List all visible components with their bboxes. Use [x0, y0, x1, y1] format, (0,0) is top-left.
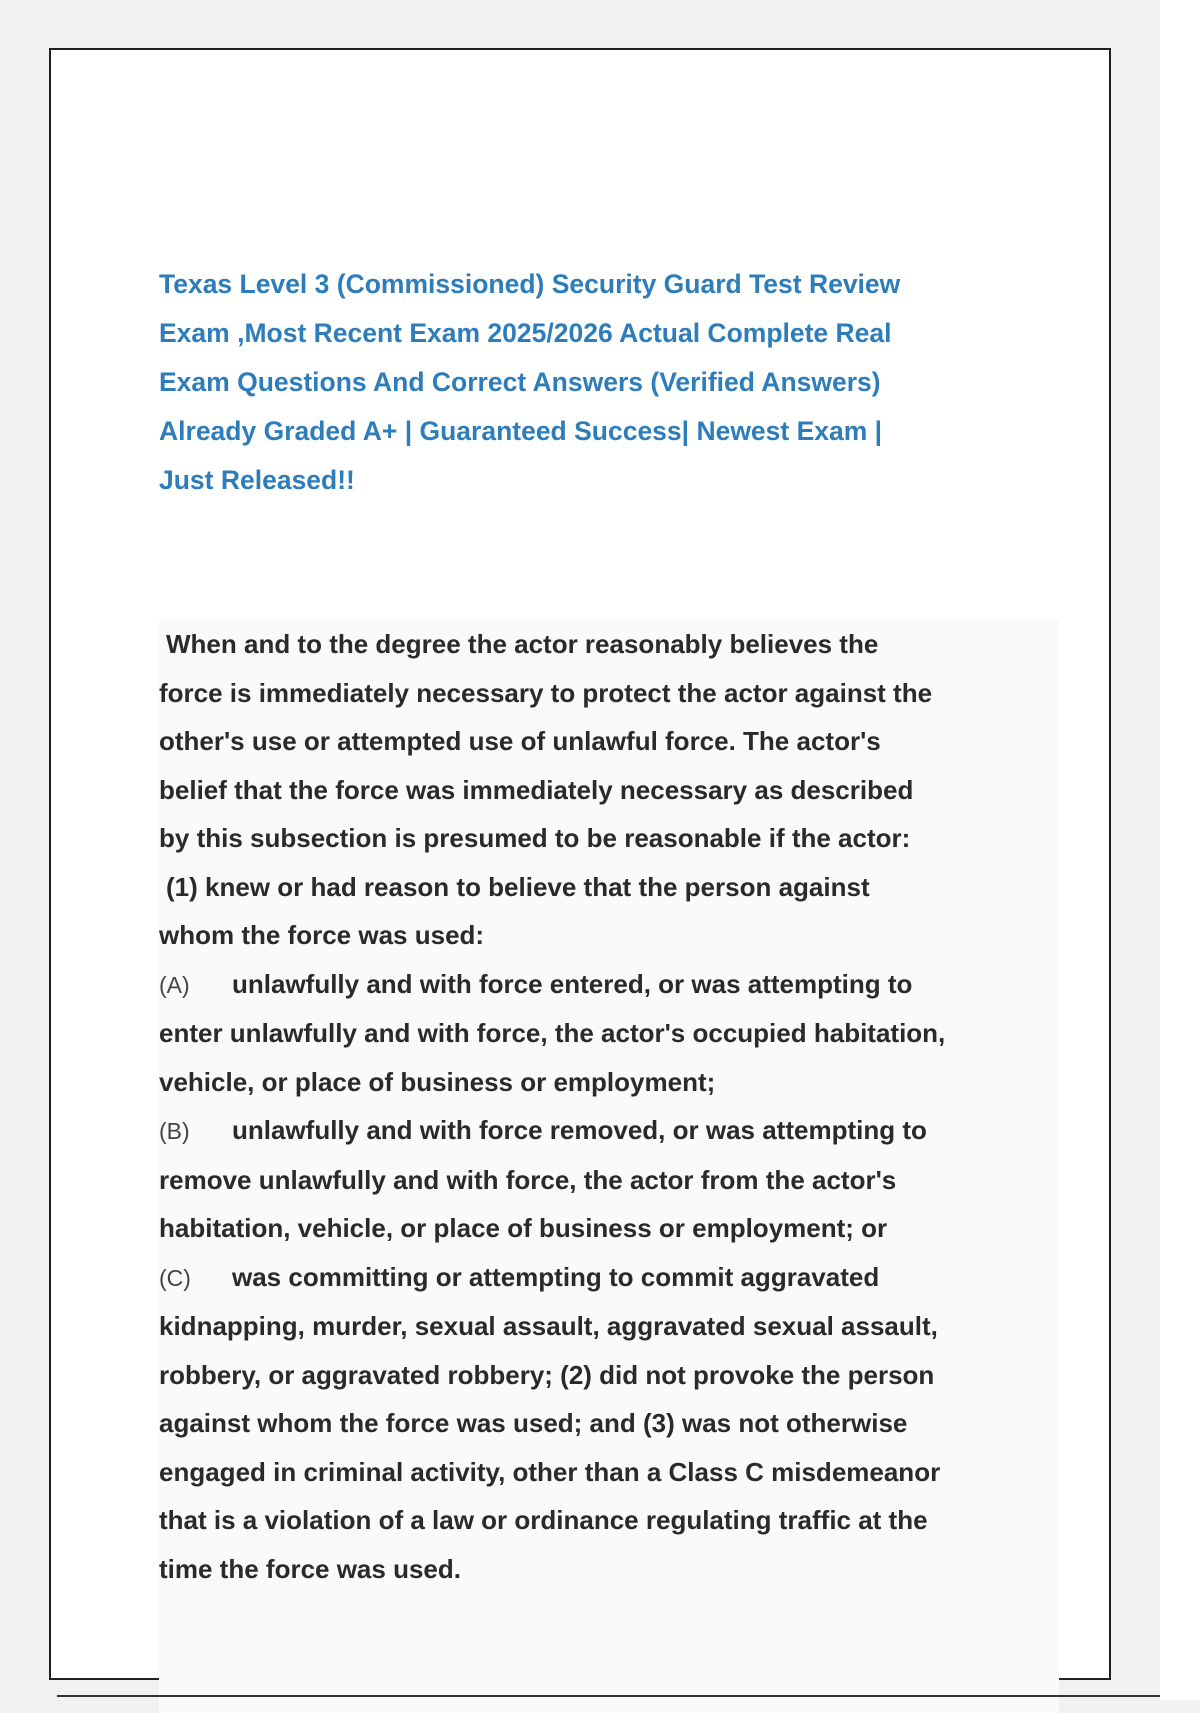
- body-line: (1) knew or had reason to believe that the person against: [166, 871, 870, 902]
- body-line: habitation, vehicle, or place of business or employment; or: [159, 1213, 888, 1243]
- body-line: remove unlawfully and with force, the actor from the actor's: [159, 1164, 897, 1195]
- title-line: Just Released!!: [159, 465, 355, 495]
- body-line: whom the force was used:: [159, 920, 485, 950]
- list-item-text: was committing or attempting to commit aggravated: [232, 1261, 880, 1292]
- page-bottom-divider: [57, 1695, 1160, 1697]
- title-line: Exam ,Most Recent Exam 2025/2026 Actual Complete Real: [159, 318, 892, 348]
- list-marker: (C): [159, 1264, 191, 1291]
- body-line: time the force was used.: [159, 1553, 461, 1584]
- body-line: kidnapping, murder, sexual assault, aggravated sexual assault,: [159, 1311, 938, 1341]
- list-marker: (A): [159, 971, 190, 998]
- body-line: against whom the force was used; and (3) was not otherwise: [159, 1408, 908, 1438]
- title-line: Texas Level 3 (Commissioned) Security Guard Test Review: [159, 269, 901, 299]
- body-line: other's use or attempted use of unlawful force. The actor's: [159, 726, 881, 756]
- list-item-text: unlawfully and with force entered, or was attempting to: [232, 968, 913, 999]
- body-line: engaged in criminal activity, other than a Class C misdemeanor: [159, 1456, 941, 1487]
- list-item-text: unlawfully and with force removed, or was attempting to: [232, 1115, 927, 1145]
- body-line: enter unlawfully and with force, the actor's occupied habitation,: [159, 1018, 946, 1048]
- document-page: [49, 48, 1111, 1680]
- title-line: Exam Questions And Correct Answers (Verified Answers): [159, 367, 881, 397]
- list-item-c: [159, 1253, 1059, 1303]
- list-item-b: [159, 1106, 1059, 1156]
- body-line: force is immediately necessary to protect the actor against the: [159, 677, 933, 708]
- body-line: that is a violation of a law or ordinance regulating traffic at the: [159, 1505, 928, 1535]
- body-line: by this subsection is presumed to be reasonable if the actor:: [159, 823, 911, 853]
- body-line: vehicle, or place of business or employment;: [159, 1066, 716, 1097]
- body-line: robbery, or aggravated robbery; (2) did not provoke the person: [159, 1359, 935, 1390]
- list-marker: (B): [159, 1118, 190, 1144]
- title-line: Already Graded A+ | Guaranteed Success| Newest Exam |: [159, 416, 883, 446]
- body-line: When and to the degree the actor reasonably believes the: [166, 629, 879, 659]
- viewer-background-strip: [1160, 0, 1200, 1700]
- document-title: [159, 260, 1019, 505]
- answer-text: [159, 620, 1059, 1713]
- body-line: belief that the force was immediately necessary as described: [159, 774, 914, 805]
- list-item-a: [159, 960, 1059, 1010]
